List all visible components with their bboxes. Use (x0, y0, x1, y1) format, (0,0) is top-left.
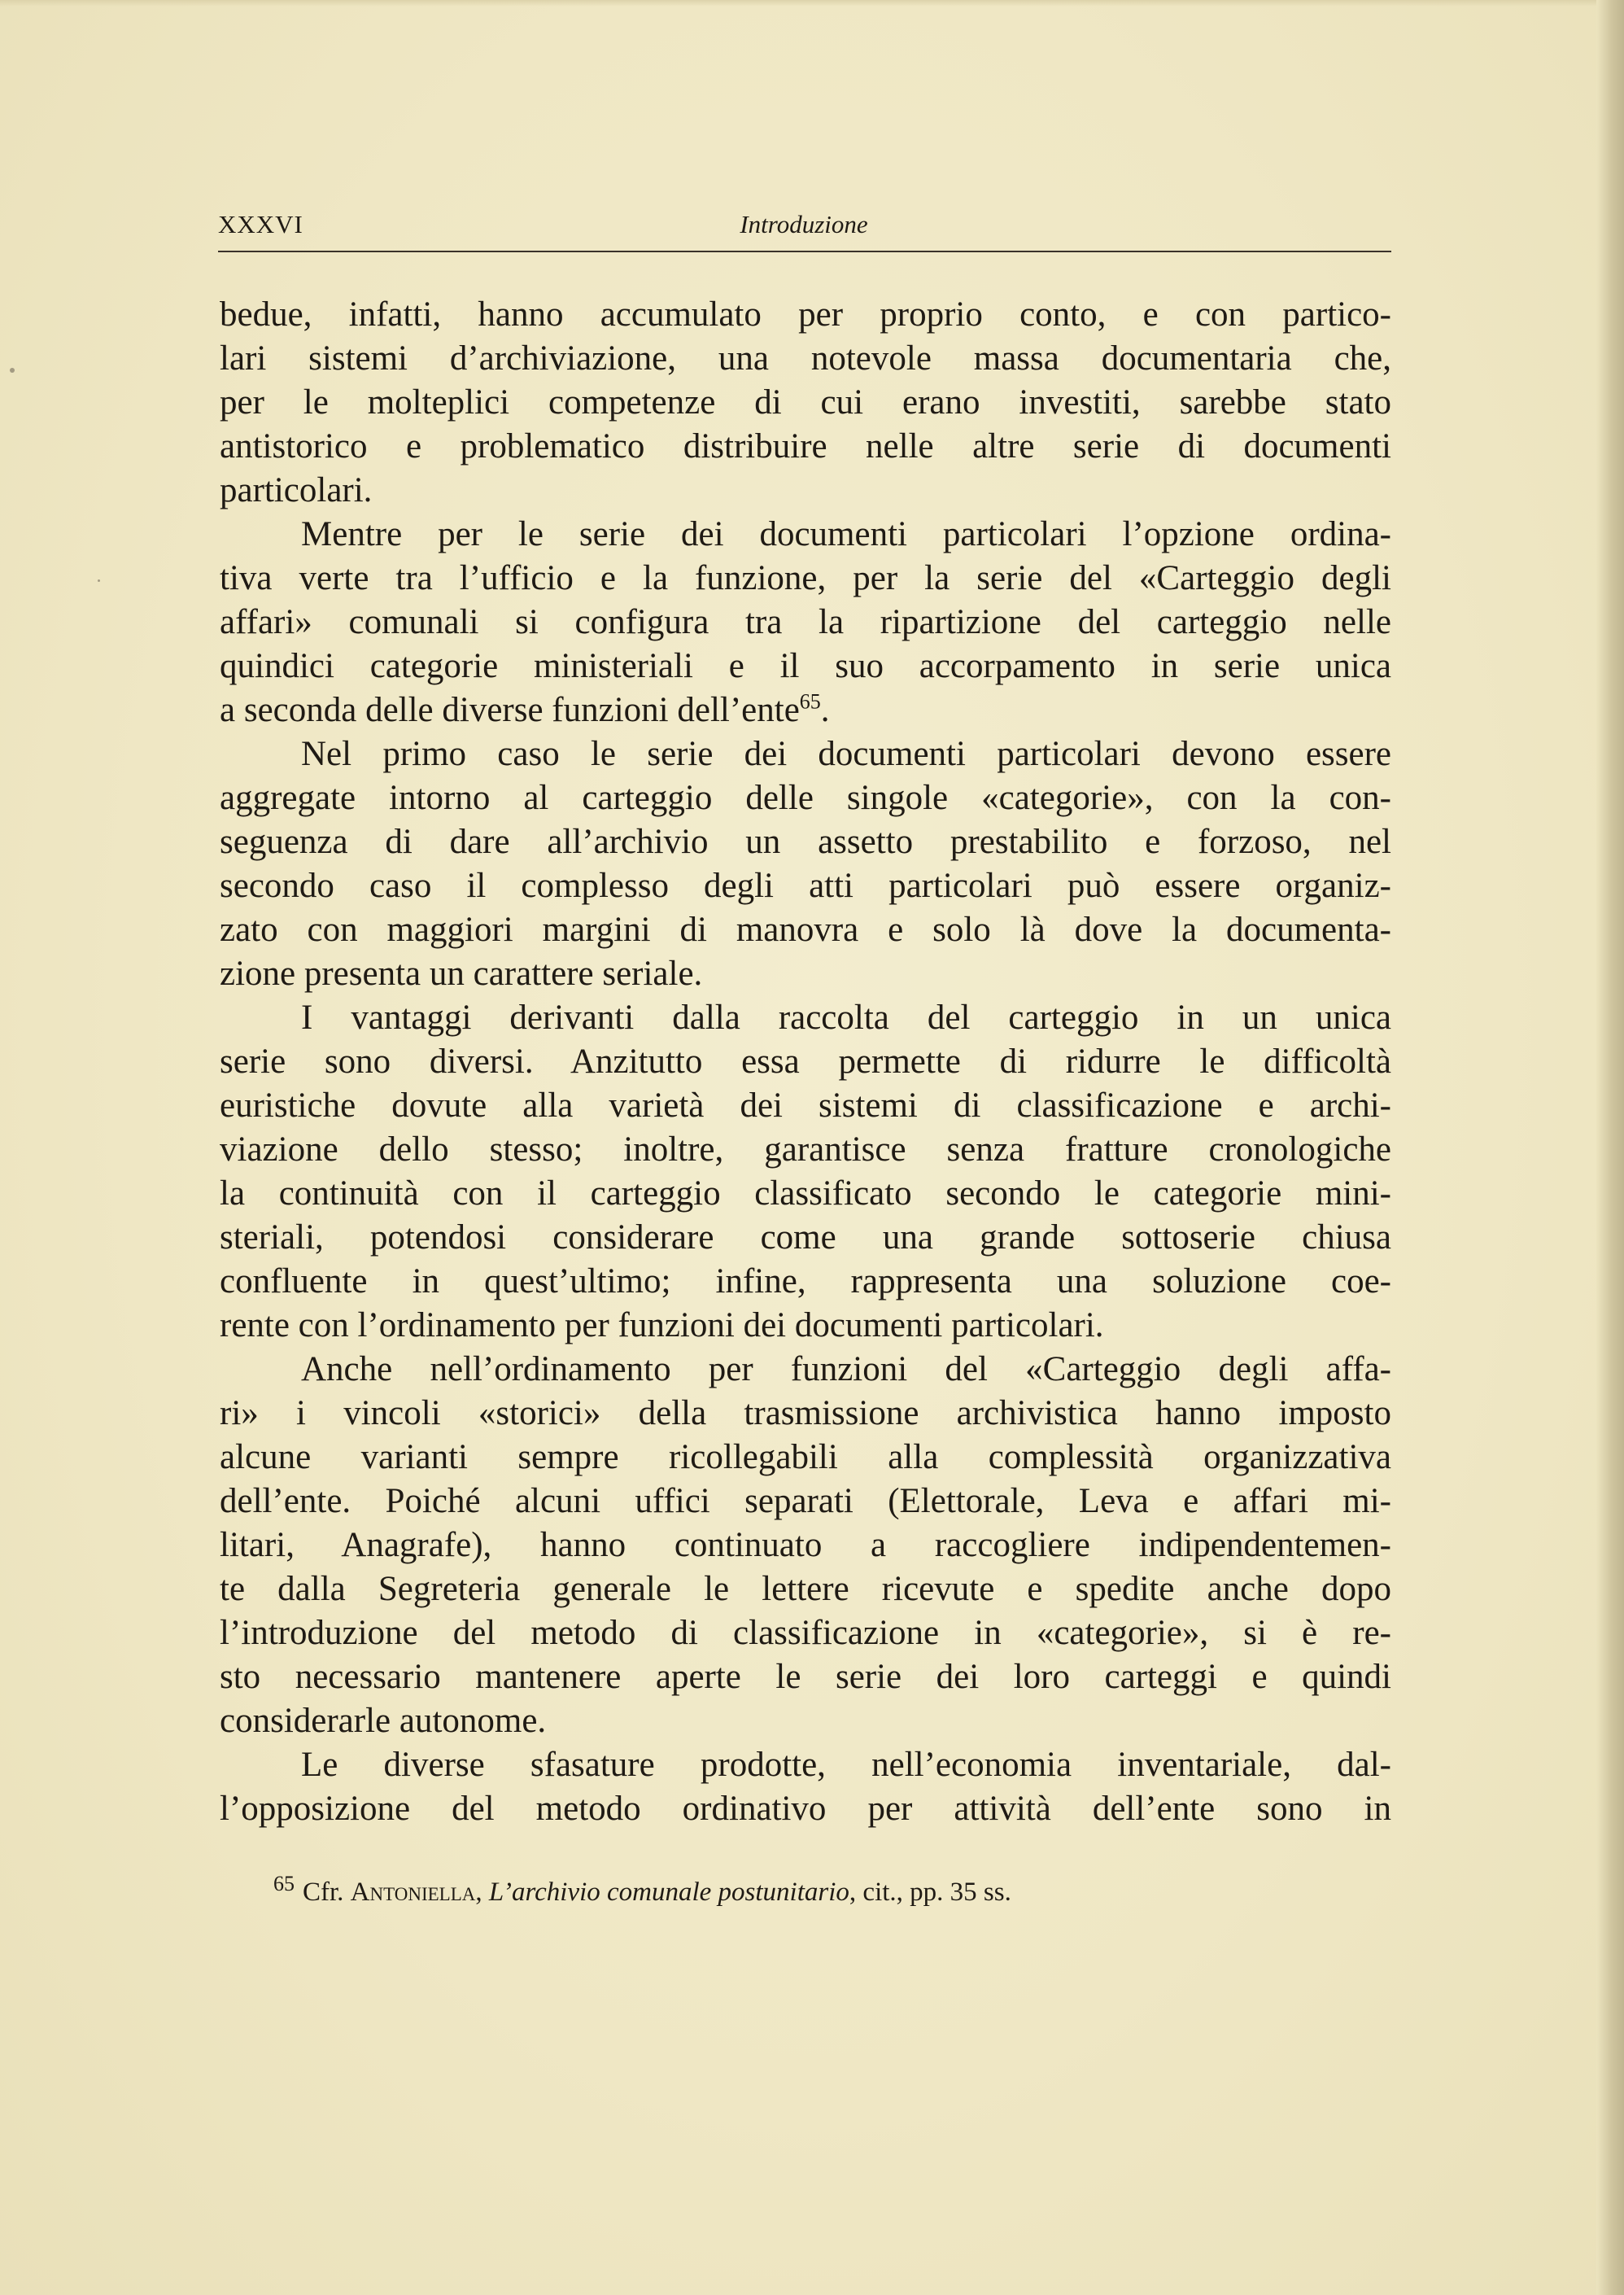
page-number: XXXVI (218, 210, 303, 238)
text-line: Le diverse sfasature prodotte, nell’economia inventariale, dal- (301, 1746, 1391, 1784)
text-line: l’opposizione del metodo ordinativo per attività dell’ente sono in (220, 1790, 1391, 1828)
text-line: quindici categorie ministeriali e il suo accorpamento in serie unica (220, 647, 1391, 685)
paragraph (220, 1743, 1391, 1831)
text-line (220, 688, 1391, 732)
footnote: $^{65}$ Cfr. Antoniella, L’archivio comunale postunitario, cit., pp. 35 ss. (273, 1872, 1011, 1907)
footnote-reference[interactable]: 65 (799, 689, 821, 714)
text-line: Anche nell’ordinamento per funzioni del «Carteggio degli affa- (301, 1350, 1391, 1388)
paragraph (220, 732, 1391, 996)
running-head (218, 210, 1390, 246)
text-line: litari, Anagrafe), hanno continuato a raccogliere indipendentemen- (220, 1526, 1391, 1564)
text-line: te dalla Segreteria generale le lettere ricevute e spedite anche dopo (220, 1570, 1391, 1608)
page-top-edge (0, 0, 1624, 7)
scan-speck (10, 368, 15, 373)
text-line: bedue, infatti, hanno accumulato per proprio conto, e con partico- (220, 295, 1391, 334)
body-text (220, 293, 1391, 1831)
header-rule (218, 251, 1391, 252)
text-line: euristiche dovute alla varietà dei sistemi di classificazione e archi- (220, 1086, 1391, 1125)
scan-speck (98, 579, 100, 582)
text-line: steriali, potendosi considerare come una grande sottoserie chiusa (220, 1218, 1391, 1257)
text-line: secondo caso il complesso degli atti particolari può essere organiz- (220, 867, 1391, 905)
text-line: Nel primo caso le serie dei documenti particolari devono essere (301, 735, 1391, 773)
text-line: I vantaggi derivanti dalla raccolta del carteggio in un unica (301, 999, 1391, 1037)
paragraph (220, 513, 1391, 732)
text-line-content: a seconda delle diverse funzioni dell’ente (220, 691, 800, 729)
text-line: sto necessario mantenere aperte le serie dei loro carteggi e quindi (220, 1658, 1391, 1696)
text-line: lari sistemi d’archiviazione, una notevole massa documentaria che, (220, 339, 1391, 378)
text-line: viazione dello stesso; inoltre, garantisce senza fratture cronologiche (220, 1130, 1391, 1169)
text-line: Mentre per le serie dei documenti particolari l’opzione ordina- (301, 515, 1391, 553)
text-line: zato con maggiori margini di manovra e solo là dove la documenta- (220, 911, 1391, 949)
text-line: particolari. (220, 471, 373, 509)
paragraph (220, 1348, 1391, 1743)
text-line: rente con l’ordinamento per funzioni dei documenti particolari. (220, 1306, 1104, 1344)
text-line: seguenza di dare all’archivio un assetto prestabilito e forzoso, nel (220, 823, 1391, 861)
text-line: serie sono diversi. Anzitutto essa permette di ridurre le difficoltà (220, 1043, 1391, 1081)
footnote-author: Antoniella (350, 1878, 476, 1907)
page-right-edge (1596, 0, 1624, 2295)
text-line: tiva verte tra l’ufficio e la funzione, per la serie del «Carteggio degli (220, 559, 1391, 597)
text-line: considerarle autonome. (220, 1702, 547, 1740)
text-line: per le molteplici competenze di cui erano investiti, sarebbe stato (220, 383, 1391, 422)
footnote-title: L’archivio comunale postunitario (488, 1878, 849, 1907)
text-line: la continuità con il carteggio classificato secondo le categorie mini- (220, 1174, 1391, 1213)
text-line: dell’ente. Poiché alcuni uffici separati (Elettorale, Leva e affari mi- (220, 1482, 1391, 1520)
paragraph (220, 996, 1391, 1348)
text-line: aggregate intorno al carteggio delle singole «categorie», con la con- (220, 779, 1391, 817)
text-line: alcune varianti sempre ricollegabili alla complessità organizzativa (220, 1438, 1391, 1476)
text-line: l’introduzione del metodo di classificazione in «categorie», si è re- (220, 1614, 1391, 1652)
footnote-suffix: , cit., pp. 35 ss. (849, 1878, 1011, 1907)
text-line: affari» comunali si configura tra la ripartizione del carteggio nelle (220, 603, 1391, 641)
text-line: confluente in quest’ultimo; infine, rappresenta una soluzione coe- (220, 1262, 1391, 1300)
paragraph (220, 293, 1391, 513)
text-line: antistorico e problematico distribuire nelle altre serie di documenti (220, 427, 1391, 466)
text-line: ri» i vincoli «storici» della trasmissione archivistica hanno imposto (220, 1394, 1391, 1432)
text-line-end: . (820, 691, 830, 729)
footnote-number: 65 (273, 1872, 295, 1895)
running-title: Introduzione (740, 210, 868, 238)
footnote-prefix: Cfr. (303, 1878, 344, 1907)
text-line: zione presenta un carattere seriale. (220, 955, 703, 993)
